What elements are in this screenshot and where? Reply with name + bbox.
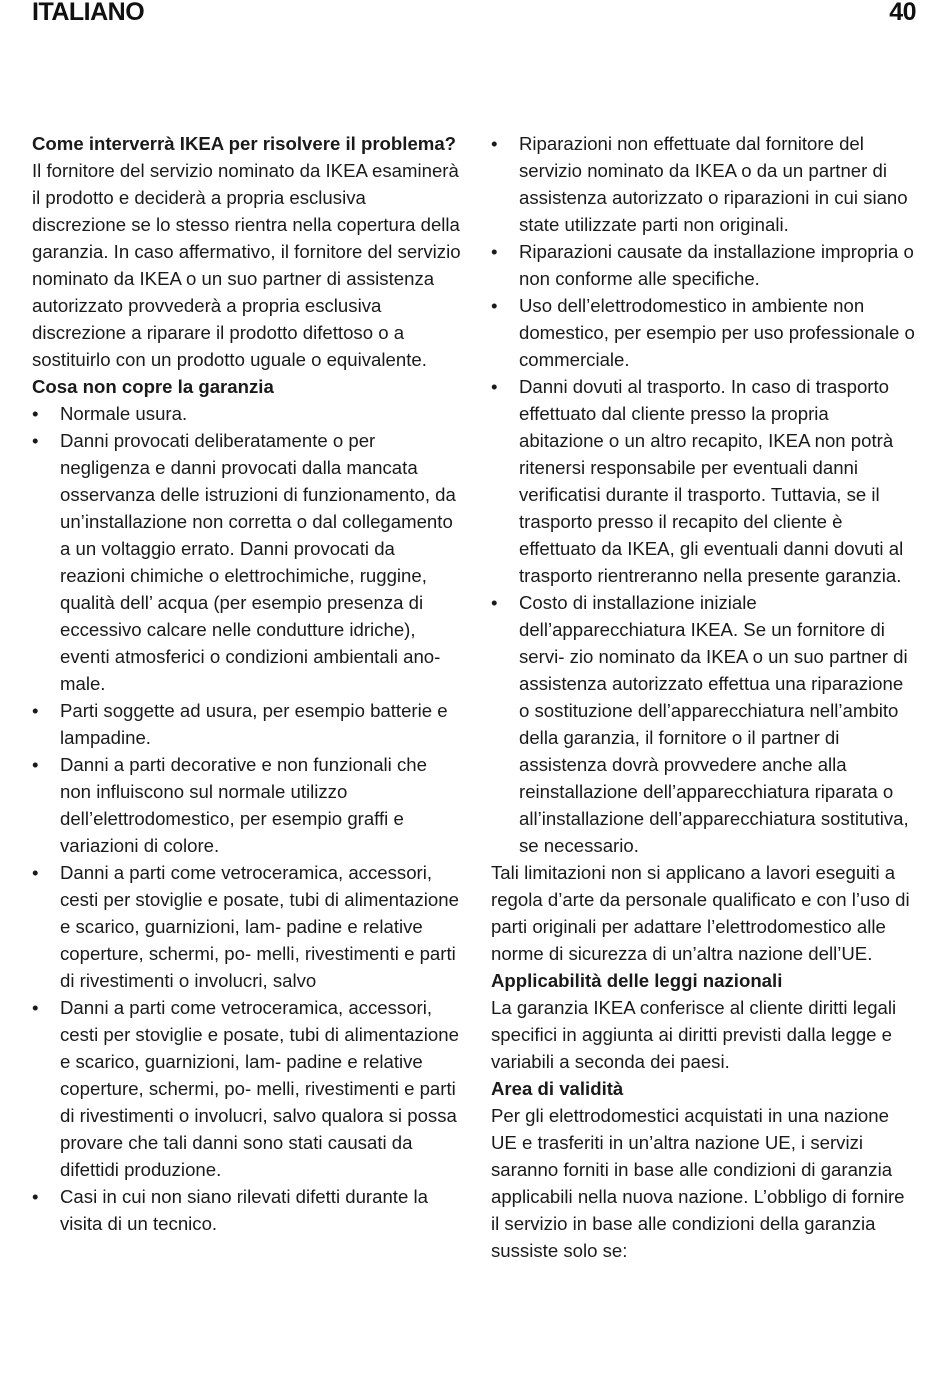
bullet-glyph: • [32, 997, 39, 1018]
list-item [491, 292, 916, 373]
bullet-glyph: • [491, 295, 498, 316]
list-item-text: Danni a parti come vetroceramica, accessori, cesti per stoviglie e posate, tubi di alimentazione e scarico, guarnizioni, lam- padine e relative coperture, schermi, po- melli, rivestimenti e parti di rivestimenti o involucri, salvo qualora si possa provare che tali danni sono stati causati da difettidi produzione. [60, 997, 459, 1180]
bullet-glyph: • [32, 700, 39, 721]
list-item [32, 427, 462, 697]
heading-how-ikea-resolves: Come interverrà IKEA per risolvere il problema? [32, 133, 457, 154]
list-item [32, 994, 462, 1183]
list-item-text: Casi in cui non siano rilevati difetti durante la visita di un tecnico. [60, 1186, 428, 1234]
list-item-text: Normale usura. [60, 403, 188, 424]
list-item [491, 589, 916, 859]
list-item [491, 238, 916, 292]
bullet-glyph: • [491, 592, 498, 613]
bullet-glyph: • [32, 754, 39, 775]
heading-not-covered: Cosa non copre la garanzia [32, 376, 274, 397]
paragraph-validity-area: Per gli elettrodomestici acquistati in una nazione UE e trasferiti in un’altra nazione UE, i servizi saranno forniti in base alle condizioni di garanzia applicabili nella nuova nazione. L’obbligo di fornire il servizio in base alle condizioni della garanzia sussiste solo se: [491, 1105, 905, 1261]
list-item-text: Danni a parti decorative e non funzionali che non influiscono sul normale utilizzo dell’elettrodomestico, per esempio graffi e variazioni di colore. [60, 754, 427, 856]
list-item [32, 1183, 462, 1237]
not-covered-list [32, 400, 462, 1237]
list-item [32, 697, 462, 751]
bullet-glyph: • [32, 430, 39, 451]
list-item [32, 859, 462, 994]
list-item [32, 751, 462, 859]
bullet-glyph: • [32, 403, 39, 424]
left-column [32, 130, 462, 1237]
list-item-text: Parti soggette ad usura, per esempio batterie e lampadine. [60, 700, 448, 748]
list-item [491, 130, 916, 238]
paragraph-limitations: Tali limitazioni non si applicano a lavori eseguiti a regola d’arte da personale qualificato e con l’uso di parti originali per adattare l’elettrodomestico alle norme di sicurezza di un’altra nazione dell’UE. [491, 862, 910, 964]
page-number: 40 [889, 0, 916, 26]
bullet-glyph: • [491, 133, 498, 154]
right-column [491, 130, 916, 1264]
paragraph-national-laws: La garanzia IKEA conferisce al cliente diritti legali specifici in aggiunta ai diritti previsti dalla legge e variabili a seconda dei paesi. [491, 997, 897, 1072]
list-item [32, 400, 462, 427]
heading-validity-area: Area di validità [491, 1078, 624, 1099]
section-language-label: ITALIANO [32, 0, 145, 26]
list-item-text: Costo di installazione iniziale dell’apparecchiatura IKEA. Se un fornitore di servi- zio nominato da IKEA o un suo partner di assistenza autorizzato effettua una riparazione o sostituzione dell’apparecchiatura nell’ambito della garanzia, il fornitore o il partner di assistenza dovrà provvedere anche alla reinstallazione dell’apparecchiatura riparata o all’installazione dell’apparecchiatura sostitutiva, se necessario. [519, 592, 909, 856]
bullet-glyph: • [32, 862, 39, 883]
list-item [491, 373, 916, 589]
paragraph-resolution: Il fornitore del servizio nominato da IKEA esaminerà il prodotto e deciderà a propria esclusiva discrezione se lo stesso rientra nella copertura della garanzia. In caso affermativo, il fornitore del servizio nominato da IKEA o un suo partner di assistenza autorizzato provvederà a propria esclusiva discrezione a riparare il prodotto difettoso o a sostituirlo con un prodotto uguale o equivalente. [32, 160, 461, 370]
not-covered-list-continued [491, 130, 916, 859]
list-item-text: Danni a parti come vetroceramica, accessori, cesti per stoviglie e posate, tubi di alimentazione e scarico, guarnizioni, lam- padine e relative coperture, schermi, po- melli, rivestimenti e parti di rivestimenti o involucri, salvo [60, 862, 459, 991]
list-item-text: Riparazioni causate da installazione impropria o non conforme alle specifiche. [519, 241, 914, 289]
list-item-text: Riparazioni non effettuate dal fornitore del servizio nominato da IKEA o da un partner di assistenza autorizzato o riparazioni in cui siano state utilizzate parti non originali. [519, 133, 908, 235]
list-item-text: Danni dovuti al trasporto. In caso di trasporto effettuato dal cliente presso la propria abitazione o un altro recapito, IKEA non potrà ritenersi responsabile per eventuali danni verificatisi durante il trasporto. Tuttavia, se il trasporto presso il recapito del cliente è effettuato da IKEA, gli eventuali danni dovuti al trasporto rientreranno nella presente garanzia. [519, 376, 904, 586]
heading-national-laws: Applicabilità delle leggi nazionali [491, 970, 783, 991]
bullet-glyph: • [491, 376, 498, 397]
bullet-glyph: • [491, 241, 498, 262]
bullet-glyph: • [32, 1186, 39, 1207]
list-item-text: Uso dell’elettrodomestico in ambiente non domestico, per esempio per uso professionale o commerciale. [519, 295, 915, 370]
list-item-text: Danni provocati deliberatamente o per negligenza e danni provocati dalla mancata osservanza delle istruzioni di funzionamento, da un’installazione non corretta o dal collegamento a un voltaggio errato. Danni provocati da reazioni chimiche o elettrochimiche, ruggine, qualità dell’ acqua (per esempio presenza di eccessivo calcare nelle condutture idriche), eventi atmosferici o condizioni ambientali ano- male. [60, 430, 456, 694]
